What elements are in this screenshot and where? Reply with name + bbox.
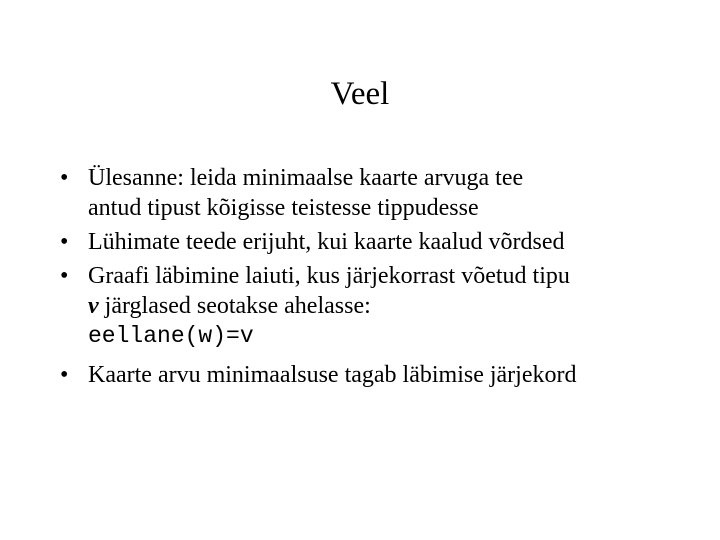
- bullet-text-line: antud tipust kõigisse teistesse tippudesse: [88, 195, 479, 221]
- bullet-text-line: Graafi läbimine laiuti, kus järjekorrast võetud tipu: [88, 263, 570, 289]
- bullet-dot: •: [60, 229, 69, 255]
- bullet-text-line: Ülesanne: leida minimaalse kaarte arvuga tee: [88, 165, 524, 191]
- bullet-text-line: Kaarte arvu minimaalsuse tagab läbimise järjekord: [88, 362, 577, 388]
- slide-title: [0, 72, 720, 116]
- bullet-item-1: [56, 163, 676, 223]
- bullet-dot: •: [60, 263, 69, 289]
- bullet-dot: •: [60, 362, 69, 388]
- code-expression: eellane(w)=v: [88, 323, 254, 349]
- bullet-text-line: Lühimate teede erijuht, kui kaarte kaalud võrdsed: [88, 229, 565, 255]
- bullet-item-3: [56, 261, 676, 356]
- variable-v: v: [88, 293, 99, 319]
- bullet-list: [56, 163, 676, 394]
- bullet-dot: •: [60, 165, 69, 191]
- bullet-text-line-with-variable: [88, 291, 676, 321]
- slide-title-text: Veel: [330, 76, 390, 112]
- bullet-text-fragment: järglased seotakse ahelasse:: [98, 293, 371, 319]
- bullet-item-2: [56, 227, 676, 257]
- bullet-item-4: [56, 360, 676, 390]
